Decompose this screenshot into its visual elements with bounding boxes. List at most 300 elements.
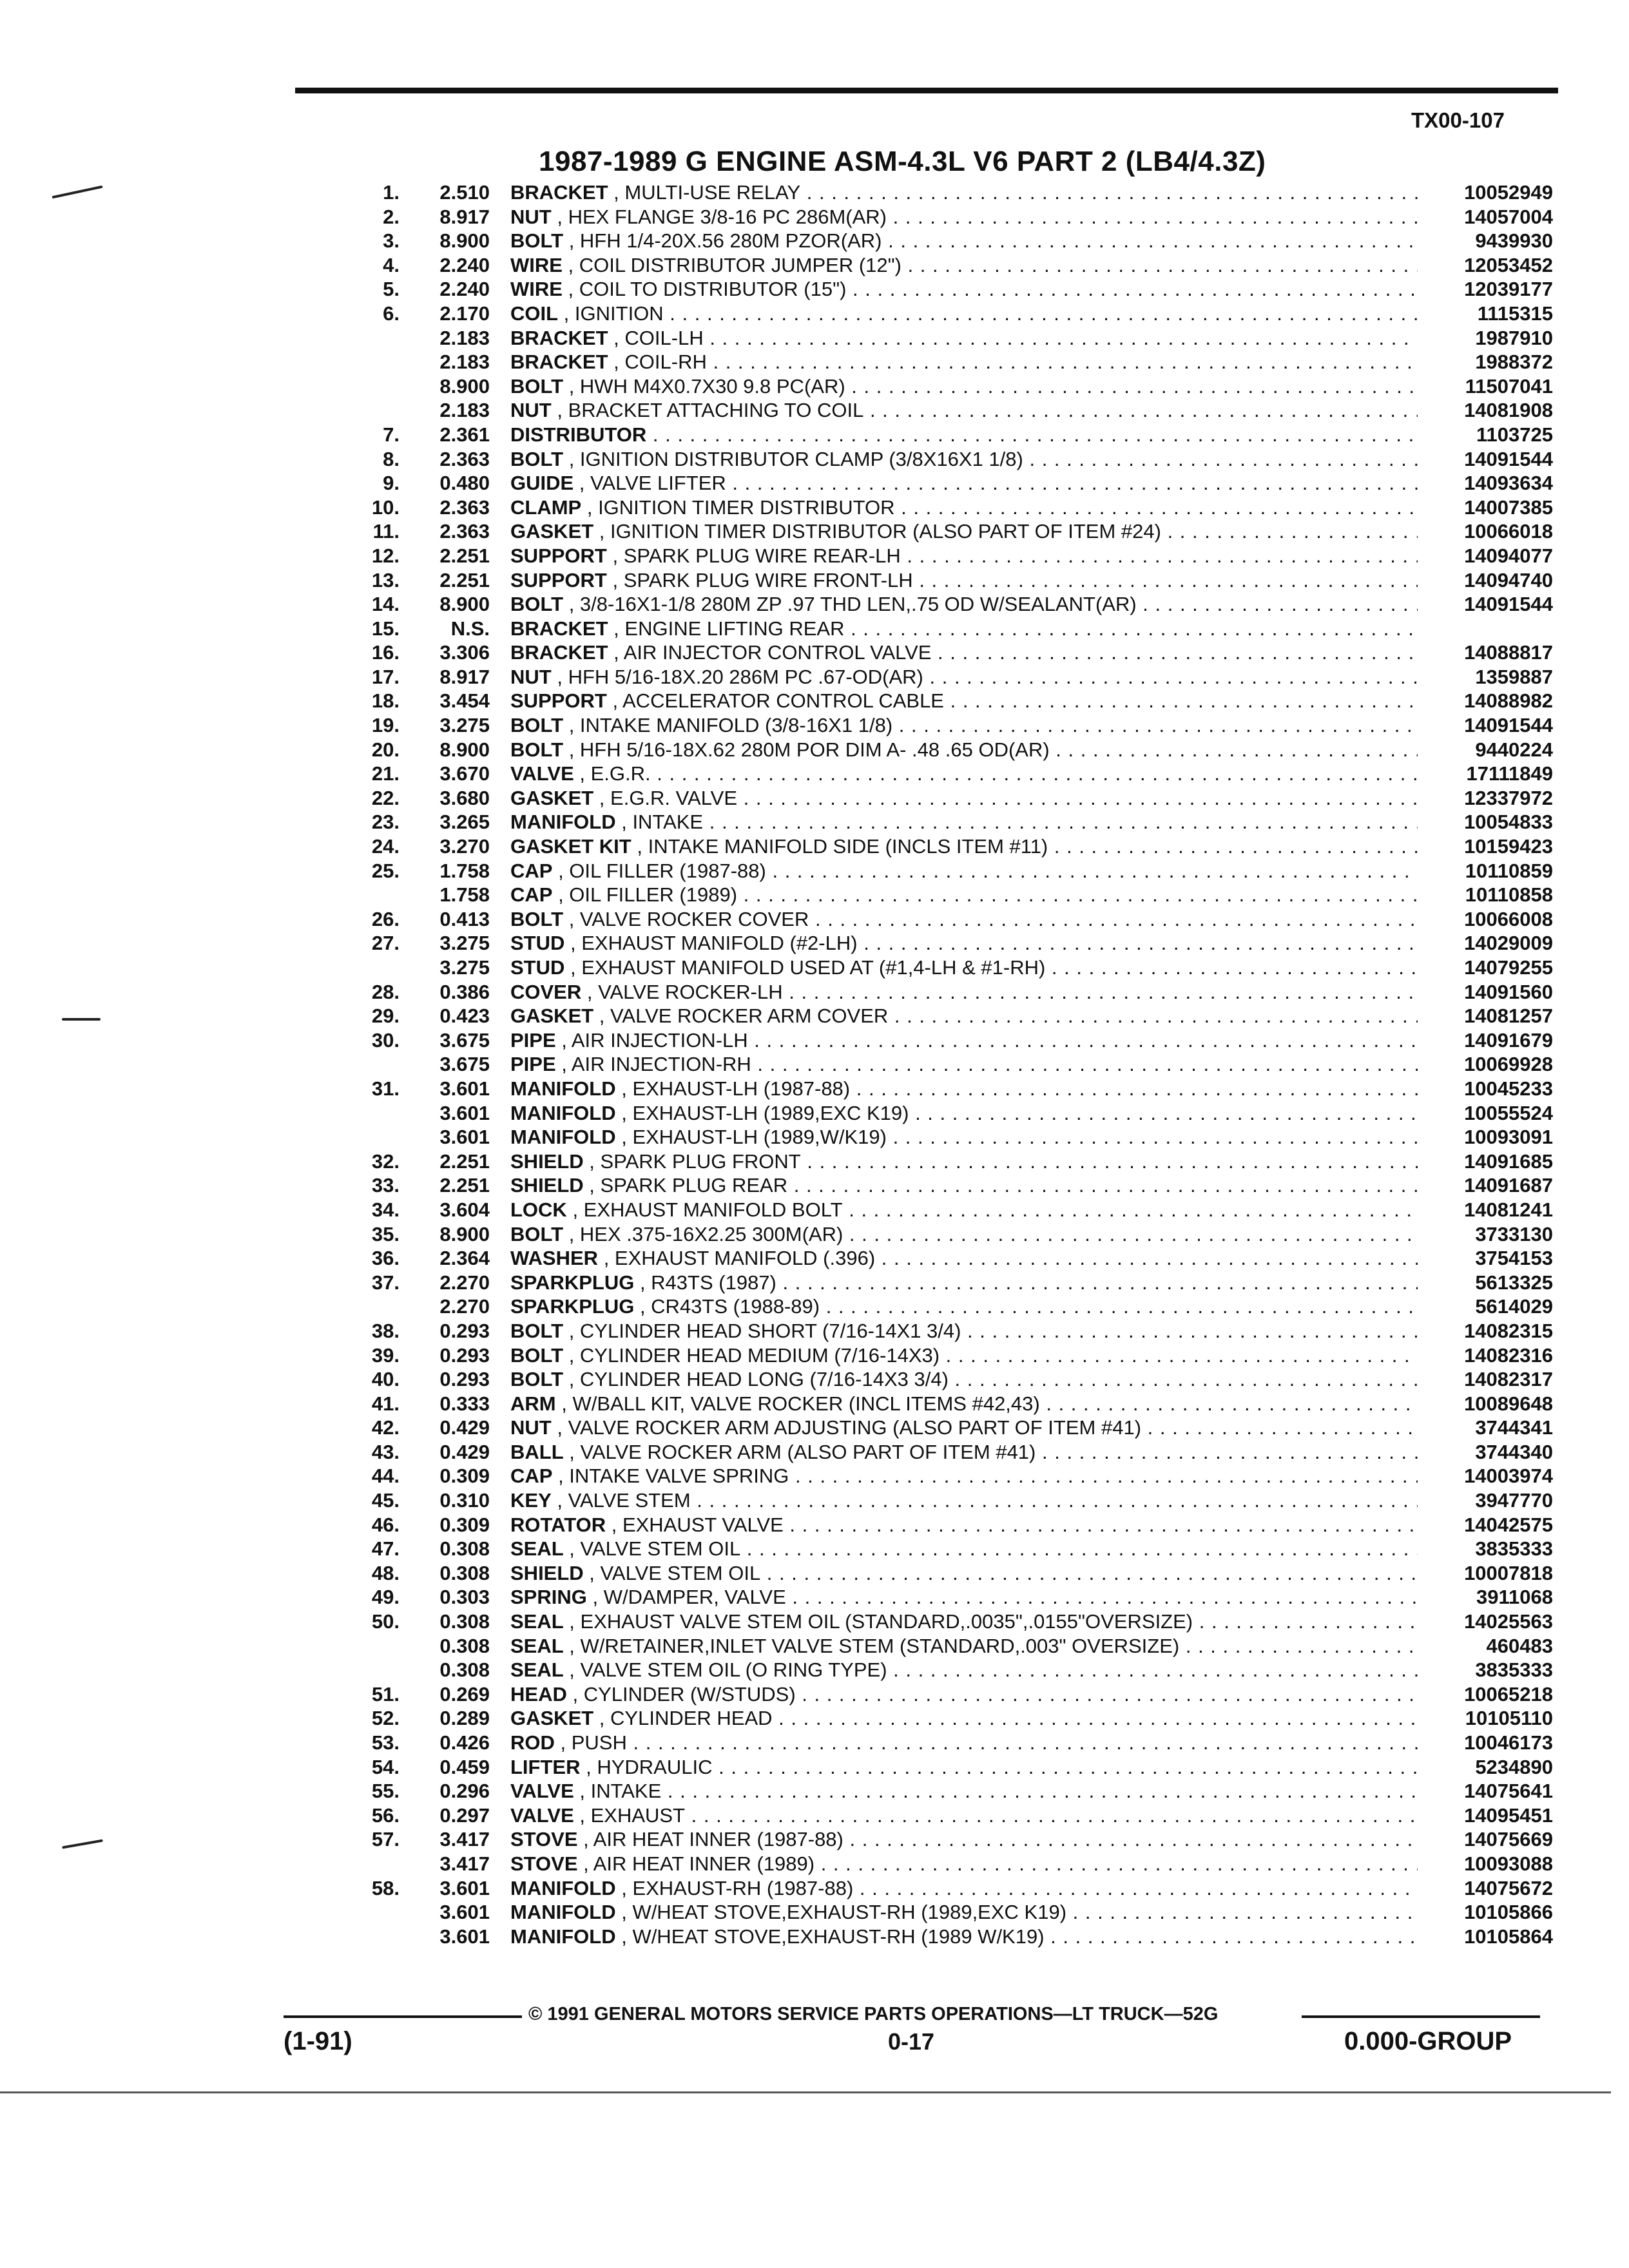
item-number: 4. xyxy=(383,253,400,276)
item-number: 17. xyxy=(371,665,400,688)
part-number: 14091679 xyxy=(1464,1028,1553,1052)
part-name: BOLT xyxy=(510,1343,564,1367)
part-name: COIL xyxy=(510,302,559,325)
part-detail: EXHAUST MANIFOLD (.396) xyxy=(614,1247,876,1270)
part-row xyxy=(353,956,1553,980)
part-row xyxy=(353,738,1553,762)
group-number: 3.417 xyxy=(439,1852,490,1875)
group-number: 0.296 xyxy=(439,1780,490,1803)
group-number: 2.251 xyxy=(439,544,490,567)
part-number: 10105110 xyxy=(1465,1707,1553,1730)
part-row xyxy=(353,980,1553,1004)
group-label: 0.000-GROUP xyxy=(1344,2027,1512,2055)
group-number: 3.601 xyxy=(439,1101,490,1124)
part-number: 10045233 xyxy=(1464,1077,1553,1100)
part-number: 10089648 xyxy=(1464,1392,1553,1415)
part-name: BOLT xyxy=(510,447,564,470)
part-name: SUPPORT xyxy=(510,689,607,713)
group-number: 0.293 xyxy=(439,1343,490,1367)
part-name: BRACKET xyxy=(510,181,608,204)
item-number: 7. xyxy=(383,423,400,446)
part-name: MANIFOLD xyxy=(510,1101,616,1124)
group-number: 3.601 xyxy=(439,1077,490,1100)
part-number: 14091687 xyxy=(1464,1174,1553,1197)
item-number: 37. xyxy=(371,1271,400,1294)
part-description: LIFTER , HYDRAULIC . . . xyxy=(510,1755,1418,1780)
item-number: 39. xyxy=(371,1343,400,1367)
item-number: 21. xyxy=(371,762,400,785)
group-number: 3.275 xyxy=(439,714,490,737)
part-description: MANIFOLD , EXHAUST-LH (1989,EXC K19) . . . xyxy=(510,1101,1418,1126)
part-number: 3744340 xyxy=(1475,1440,1553,1463)
item-number: 15. xyxy=(371,617,400,640)
item-number: 48. xyxy=(371,1561,400,1584)
group-number: 3.306 xyxy=(439,641,490,664)
part-number: 5234890 xyxy=(1475,1755,1553,1778)
part-detail: 3/8-16X1-1/8 280M ZP .97 THD LEN,.75 OD W/SEALANT(AR) xyxy=(579,593,1137,616)
part-description: STUD , EXHAUST MANIFOLD USED AT (#1,4-LH & #1-RH) . . . xyxy=(510,956,1418,980)
item-number: 56. xyxy=(371,1803,400,1827)
part-row xyxy=(353,1319,1553,1343)
part-description: LOCK , EXHAUST MANIFOLD BOLT . . . xyxy=(510,1198,1418,1222)
part-row xyxy=(353,1852,1553,1876)
part-description: SEAL , W/RETAINER,INLET VALVE STEM (STANDARD,.003" OVERSIZE) . . . xyxy=(510,1634,1418,1658)
part-row xyxy=(353,1149,1553,1174)
group-number: 2.270 xyxy=(439,1295,490,1318)
part-name: GUIDE xyxy=(510,472,574,495)
item-number: 35. xyxy=(371,1222,400,1245)
part-row xyxy=(353,205,1553,229)
part-row xyxy=(353,180,1553,205)
part-name: BOLT xyxy=(510,593,564,616)
part-row xyxy=(353,1077,1553,1101)
part-name: COVER xyxy=(510,980,582,1003)
part-name: SEAL xyxy=(510,1658,564,1682)
part-detail: AIR HEAT INNER (1987-88) xyxy=(593,1828,843,1851)
item-number: 1. xyxy=(383,181,400,204)
part-number: 10105866 xyxy=(1464,1901,1553,1924)
part-name: CAP xyxy=(510,1465,553,1488)
part-number: 14081241 xyxy=(1464,1198,1553,1221)
part-number: 14088982 xyxy=(1464,689,1553,713)
part-detail: R43TS (1987) xyxy=(651,1271,776,1294)
part-number: 14094740 xyxy=(1464,568,1553,591)
part-row xyxy=(353,1634,1553,1658)
group-number: 8.900 xyxy=(439,374,490,398)
part-detail: EXHAUST-LH (1989,W/K19) xyxy=(632,1126,887,1149)
part-number: 14091544 xyxy=(1464,447,1553,470)
item-number: 11. xyxy=(372,520,400,543)
part-detail: CYLINDER HEAD LONG (7/16-14X3 3/4) xyxy=(579,1368,949,1391)
part-number: 5613325 xyxy=(1475,1271,1553,1294)
part-description: MANIFOLD , INTAKE . . . xyxy=(510,810,1418,834)
part-description: SPARKPLUG , CR43TS (1988-89) . . . xyxy=(510,1294,1418,1319)
group-number: 2.510 xyxy=(439,181,490,204)
part-detail: INTAKE xyxy=(590,1780,662,1803)
part-description: VALVE , E.G.R. . . . xyxy=(510,762,1418,786)
part-number: 10105864 xyxy=(1464,1925,1553,1948)
group-number: 8.900 xyxy=(439,229,490,253)
part-row xyxy=(353,1125,1553,1149)
part-row xyxy=(353,931,1553,956)
part-number: 14081257 xyxy=(1464,1004,1553,1028)
part-number: 3835333 xyxy=(1475,1658,1553,1682)
part-number: 14091685 xyxy=(1464,1149,1553,1173)
part-detail: EXHAUST VALVE STEM OIL (STANDARD,.0035",.0155"OVERSIZE) xyxy=(580,1610,1193,1633)
part-name: NUT xyxy=(510,399,552,422)
part-description: CLAMP , IGNITION TIMER DISTRIBUTOR . . . xyxy=(510,495,1418,520)
part-number: 12039177 xyxy=(1464,278,1553,301)
part-name: NUT xyxy=(510,1416,552,1439)
part-description: BRACKET , AIR INJECTOR CONTROL VALVE . . . xyxy=(510,640,1418,665)
part-row xyxy=(353,1803,1553,1828)
part-row xyxy=(353,398,1553,423)
part-row xyxy=(353,834,1553,859)
part-detail: VALVE STEM OIL xyxy=(580,1537,741,1561)
part-row xyxy=(353,1367,1553,1392)
part-detail: VALVE STEM OIL xyxy=(600,1561,761,1584)
part-description: SUPPORT , SPARK PLUG WIRE REAR-LH . . . xyxy=(510,544,1418,568)
part-number: 14079255 xyxy=(1464,956,1553,979)
part-name: VALVE xyxy=(510,1803,574,1827)
group-number: 0.308 xyxy=(439,1658,490,1682)
item-number: 18. xyxy=(371,689,400,713)
part-detail: ACCELERATOR CONTROL CABLE xyxy=(622,689,944,713)
group-number: 0.293 xyxy=(439,1319,490,1342)
part-description: PIPE , AIR INJECTION-RH . . . xyxy=(510,1052,1418,1077)
part-detail: CYLINDER (W/STUDS) xyxy=(583,1682,796,1706)
part-detail: INTAKE xyxy=(632,811,704,834)
item-number: 3. xyxy=(383,229,400,253)
part-number: 14042575 xyxy=(1464,1513,1553,1536)
part-name: ARM xyxy=(510,1392,556,1415)
part-name: LIFTER xyxy=(510,1755,581,1778)
part-name: BRACKET xyxy=(510,351,608,374)
part-row xyxy=(353,350,1553,374)
part-name: SEAL xyxy=(510,1610,564,1633)
part-number: 10055524 xyxy=(1464,1101,1553,1124)
part-description: CAP , OIL FILLER (1987-88) . . . xyxy=(510,859,1418,883)
part-name: GASKET xyxy=(510,1004,594,1028)
part-description: SEAL , EXHAUST VALVE STEM OIL (STANDARD,.0035",.0155"OVERSIZE) . . . xyxy=(510,1610,1418,1634)
item-number: 40. xyxy=(371,1368,400,1391)
part-name: STOVE xyxy=(510,1828,578,1851)
part-detail: OIL FILLER (1989) xyxy=(569,883,738,907)
part-number: 10046173 xyxy=(1464,1731,1553,1754)
group-number: 2.363 xyxy=(439,520,490,543)
part-number: 14075669 xyxy=(1464,1828,1553,1851)
part-row xyxy=(353,495,1553,520)
part-detail: CYLINDER HEAD MEDIUM (7/16-14X3) xyxy=(579,1343,940,1367)
part-number: 14075641 xyxy=(1464,1780,1553,1803)
part-number: 14091560 xyxy=(1464,980,1553,1003)
part-description: PIPE , AIR INJECTION-LH . . . xyxy=(510,1028,1418,1053)
part-row xyxy=(353,883,1553,907)
part-description: SUPPORT , SPARK PLUG WIRE FRONT-LH . . . xyxy=(510,568,1418,593)
part-row xyxy=(353,1561,1553,1586)
item-number: 28. xyxy=(371,980,400,1003)
part-number: 10069928 xyxy=(1464,1053,1553,1076)
part-number: 10093088 xyxy=(1464,1852,1553,1875)
item-number: 33. xyxy=(371,1174,400,1197)
part-detail: COIL-LH xyxy=(624,326,704,349)
part-description: BOLT , CYLINDER HEAD SHORT (7/16-14X1 3/4) . . . xyxy=(510,1319,1418,1343)
part-description: GASKET , VALVE ROCKER ARM COVER . . . xyxy=(510,1004,1418,1028)
group-number: 3.265 xyxy=(439,811,490,834)
item-number: 55. xyxy=(371,1780,400,1803)
part-row xyxy=(353,1610,1553,1634)
part-number: 10052949 xyxy=(1464,181,1553,204)
part-row xyxy=(353,1294,1553,1319)
part-number: 10065218 xyxy=(1464,1682,1553,1706)
item-number: 41. xyxy=(371,1392,400,1415)
part-name: ROD xyxy=(510,1731,555,1754)
part-row xyxy=(353,1440,1553,1465)
part-name: GASKET KIT xyxy=(510,835,631,858)
part-description: SPRING , W/DAMPER, VALVE . . . xyxy=(510,1585,1418,1610)
item-number: 50. xyxy=(371,1610,400,1633)
part-detail: VALVE LIFTER xyxy=(590,472,726,495)
part-description: SPARKPLUG , R43TS (1987) . . . xyxy=(510,1271,1418,1295)
part-name: KEY xyxy=(510,1489,552,1512)
part-detail: COIL-RH xyxy=(624,351,707,374)
part-description: WASHER , EXHAUST MANIFOLD (.396) . . . xyxy=(510,1246,1418,1271)
binder-mark xyxy=(62,1839,103,1849)
item-number: 20. xyxy=(371,738,400,761)
item-number: 53. xyxy=(371,1731,400,1754)
part-row xyxy=(353,907,1553,932)
part-description: BOLT , HFH 5/16-18X.62 280M POR DIM A- .48 .65 OD(AR) . . . xyxy=(510,738,1418,762)
item-number: 26. xyxy=(371,907,400,930)
part-number: 12053452 xyxy=(1464,253,1553,276)
part-description xyxy=(510,423,1418,447)
item-number: 49. xyxy=(371,1586,400,1609)
part-row xyxy=(353,1682,1553,1707)
part-name: BRACKET xyxy=(510,326,608,349)
item-number: 44. xyxy=(371,1465,400,1488)
part-name: WIRE xyxy=(510,253,563,276)
part-name: STUD xyxy=(510,932,565,955)
part-description: MANIFOLD , EXHAUST-RH (1987-88) . . . xyxy=(510,1876,1418,1901)
part-description: MANIFOLD , EXHAUST-LH (1989,W/K19) . . . xyxy=(510,1125,1418,1149)
part-description: GASKET , E.G.R. VALVE . . . xyxy=(510,786,1418,811)
part-row xyxy=(353,471,1553,495)
part-detail: VALVE ROCKER ARM ADJUSTING (ALSO PART OF ITEM #41) xyxy=(568,1416,1142,1439)
part-description: BOLT , HEX .375-16X2.25 300M(AR) . . . xyxy=(510,1222,1418,1247)
part-name: GASKET xyxy=(510,520,594,543)
group-number: 2.270 xyxy=(439,1271,490,1294)
part-name: BOLT xyxy=(510,374,564,398)
part-description: WIRE , COIL TO DISTRIBUTOR (15") . . . xyxy=(510,277,1418,302)
part-detail: W/RETAINER,INLET VALVE STEM (STANDARD,.003" OVERSIZE) xyxy=(580,1634,1180,1657)
part-detail: COIL DISTRIBUTOR JUMPER (12") xyxy=(579,253,901,276)
part-number: 1115315 xyxy=(1477,302,1553,325)
part-description: NUT , HFH 5/16-18X.20 286M PC .67-OD(AR) . . . xyxy=(510,665,1418,689)
item-number: 29. xyxy=(371,1004,400,1028)
part-name: MANIFOLD xyxy=(510,1876,616,1899)
group-number: 1.758 xyxy=(439,859,490,882)
item-number: 9. xyxy=(383,472,400,495)
part-detail: EXHAUST MANIFOLD BOLT xyxy=(583,1198,843,1221)
part-name: LOCK xyxy=(510,1198,567,1221)
part-row xyxy=(353,617,1553,641)
part-detail: AIR INJECTION-RH xyxy=(571,1053,751,1076)
part-description: SEAL , VALVE STEM OIL (O RING TYPE) . . . xyxy=(510,1658,1418,1682)
part-description: CAP , OIL FILLER (1989) . . . xyxy=(510,883,1418,907)
part-name: BALL xyxy=(510,1440,564,1463)
part-row xyxy=(353,1222,1553,1247)
group-number: 3.604 xyxy=(439,1198,490,1221)
part-name: SUPPORT xyxy=(510,544,607,567)
group-number: 0.413 xyxy=(439,907,490,930)
part-name: VALVE xyxy=(510,1780,574,1803)
part-description: NUT , BRACKET ATTACHING TO COIL . . . xyxy=(510,398,1418,423)
group-number: 2.170 xyxy=(439,302,490,325)
part-name: CAP xyxy=(510,859,553,882)
part-name: GASKET xyxy=(510,786,594,809)
group-number: 0.308 xyxy=(439,1537,490,1561)
binder-mark xyxy=(52,186,102,199)
part-name: SPRING xyxy=(510,1586,587,1609)
part-detail: AIR INJECTION-LH xyxy=(571,1028,748,1052)
part-row xyxy=(353,1416,1553,1440)
part-number: 1988372 xyxy=(1475,351,1553,374)
part-description: BRACKET , COIL-RH . . . xyxy=(510,350,1418,374)
part-detail: PUSH xyxy=(571,1731,627,1754)
part-row xyxy=(353,1028,1553,1053)
part-name: WIRE xyxy=(510,278,563,301)
group-number: 0.309 xyxy=(439,1513,490,1536)
document-code: TX00-107 xyxy=(1411,108,1505,132)
part-description: STOVE , AIR HEAT INNER (1987-88) . . . xyxy=(510,1827,1418,1852)
group-number: 3.275 xyxy=(439,956,490,979)
part-description: NUT , HEX FLANGE 3/8-16 PC 286M(AR) . . . xyxy=(510,205,1418,229)
group-number: 3.675 xyxy=(439,1028,490,1052)
part-description: COIL , IGNITION . . . xyxy=(510,302,1418,326)
part-detail: HEX .375-16X2.25 300M(AR) xyxy=(579,1222,843,1245)
part-name: MANIFOLD xyxy=(510,1925,616,1948)
part-detail: EXHAUST-LH (1989,EXC K19) xyxy=(632,1101,909,1124)
part-description: WIRE , COIL DISTRIBUTOR JUMPER (12") . . . xyxy=(510,253,1418,278)
part-name: BOLT xyxy=(510,1319,564,1342)
part-number: 14095451 xyxy=(1464,1803,1553,1827)
part-detail: HFH 5/16-18X.62 280M POR DIM A- .48 .65 OD(AR) xyxy=(579,738,1050,761)
group-number: 0.309 xyxy=(439,1465,490,1488)
part-description: GASKET KIT , INTAKE MANIFOLD SIDE (INCLS ITEM #11) . . . xyxy=(510,834,1418,859)
part-row xyxy=(353,1173,1553,1198)
part-name: PIPE xyxy=(510,1053,556,1076)
part-description: COVER , VALVE ROCKER-LH . . . xyxy=(510,980,1418,1004)
item-number: 13. xyxy=(371,568,400,591)
part-row xyxy=(353,1658,1553,1682)
part-number: 3835333 xyxy=(1475,1537,1553,1561)
part-name: SHIELD xyxy=(510,1561,584,1584)
part-description: BOLT , VALVE ROCKER COVER . . . xyxy=(510,907,1418,932)
item-number: 24. xyxy=(371,835,400,858)
part-description: MANIFOLD , W/HEAT STOVE,EXHAUST-RH (1989 W/K19) . . . xyxy=(510,1925,1418,1949)
part-detail: SPARK PLUG REAR xyxy=(600,1174,788,1197)
part-description: SHIELD , SPARK PLUG FRONT . . . xyxy=(510,1149,1418,1174)
item-number: 51. xyxy=(371,1682,400,1706)
part-name: SPARKPLUG xyxy=(510,1295,635,1318)
part-description: SHIELD , VALVE STEM OIL . . . xyxy=(510,1561,1418,1586)
part-number: 3744341 xyxy=(1475,1416,1553,1439)
part-number: 10159423 xyxy=(1464,835,1553,858)
item-number: 54. xyxy=(371,1755,400,1778)
part-description: SHIELD , SPARK PLUG REAR . . . xyxy=(510,1173,1418,1198)
part-detail: HWH M4X0.7X30 9.8 PC(AR) xyxy=(579,374,845,398)
part-description: BOLT , INTAKE MANIFOLD (3/8-16X1 1/8) . . . xyxy=(510,713,1418,738)
item-number: 14. xyxy=(371,593,400,616)
part-name: ROTATOR xyxy=(510,1513,606,1536)
item-number: 52. xyxy=(371,1707,400,1730)
part-detail: OIL FILLER (1987-88) xyxy=(569,859,766,882)
part-description: BRACKET , ENGINE LIFTING REAR . . . xyxy=(510,617,1418,641)
part-row xyxy=(353,423,1553,447)
part-name: NUT xyxy=(510,665,552,688)
part-detail: MULTI-USE RELAY xyxy=(624,181,801,204)
group-number: 2.363 xyxy=(439,495,490,519)
part-description: MANIFOLD , W/HEAT STOVE,EXHAUST-RH (1989,EXC K19) . . . xyxy=(510,1900,1418,1925)
part-row xyxy=(353,592,1553,617)
part-number: 3754153 xyxy=(1475,1247,1553,1270)
item-number: 57. xyxy=(371,1828,400,1851)
group-number: 2.361 xyxy=(439,423,490,446)
part-detail: IGNITION xyxy=(574,302,664,325)
page-title: 1987-1989 G ENGINE ASM-4.3L V6 PART 2 (LB4/4.3Z) xyxy=(539,146,1266,177)
part-description: KEY , VALVE STEM . . . xyxy=(510,1488,1418,1513)
part-detail: EXHAUST VALVE xyxy=(622,1513,784,1536)
part-row xyxy=(353,1513,1553,1537)
group-number: 3.275 xyxy=(439,932,490,955)
group-number: 2.183 xyxy=(439,351,490,374)
group-number: 0.333 xyxy=(439,1392,490,1415)
group-number: 0.429 xyxy=(439,1440,490,1463)
part-number: 3911068 xyxy=(1476,1586,1553,1609)
part-row xyxy=(353,1925,1553,1949)
part-detail: INTAKE MANIFOLD (3/8-16X1 1/8) xyxy=(579,714,893,737)
part-number: 14029009 xyxy=(1464,932,1553,955)
item-number: 2. xyxy=(383,205,400,228)
part-row xyxy=(353,568,1553,593)
part-number: 14003974 xyxy=(1464,1465,1553,1488)
item-number: 38. xyxy=(371,1319,400,1342)
item-number: 27. xyxy=(371,932,400,955)
part-name: HEAD xyxy=(510,1682,567,1706)
group-number: 0.480 xyxy=(439,472,490,495)
part-number: 3733130 xyxy=(1475,1222,1553,1245)
part-number: 10007818 xyxy=(1464,1561,1553,1584)
part-row xyxy=(353,1488,1553,1513)
page-number: 0-17 xyxy=(888,2028,935,2055)
part-name: MANIFOLD xyxy=(510,1077,616,1100)
group-number: 8.900 xyxy=(439,738,490,761)
part-description: HEAD , CYLINDER (W/STUDS) . . . xyxy=(510,1682,1418,1707)
group-number: 0.293 xyxy=(439,1368,490,1391)
footer-rule-right xyxy=(1302,2015,1540,2018)
part-description: STUD , EXHAUST MANIFOLD (#2-LH) . . . xyxy=(510,931,1418,956)
revision-date: (1-91) xyxy=(284,2027,352,2055)
part-row xyxy=(353,1004,1553,1028)
part-description: ARM , W/BALL KIT, VALVE ROCKER (INCL ITEMS #42,43) . . . xyxy=(510,1392,1418,1416)
part-name: BOLT xyxy=(510,1368,564,1391)
footer-rule-left xyxy=(284,2015,522,2018)
part-detail: AIR INJECTOR CONTROL VALVE xyxy=(623,641,932,664)
item-number: 6. xyxy=(383,302,400,325)
group-number: 2.363 xyxy=(439,447,490,470)
part-detail: IGNITION TIMER DISTRIBUTOR (ALSO PART OF ITEM #24) xyxy=(610,520,1161,543)
binder-mark xyxy=(62,1018,101,1021)
